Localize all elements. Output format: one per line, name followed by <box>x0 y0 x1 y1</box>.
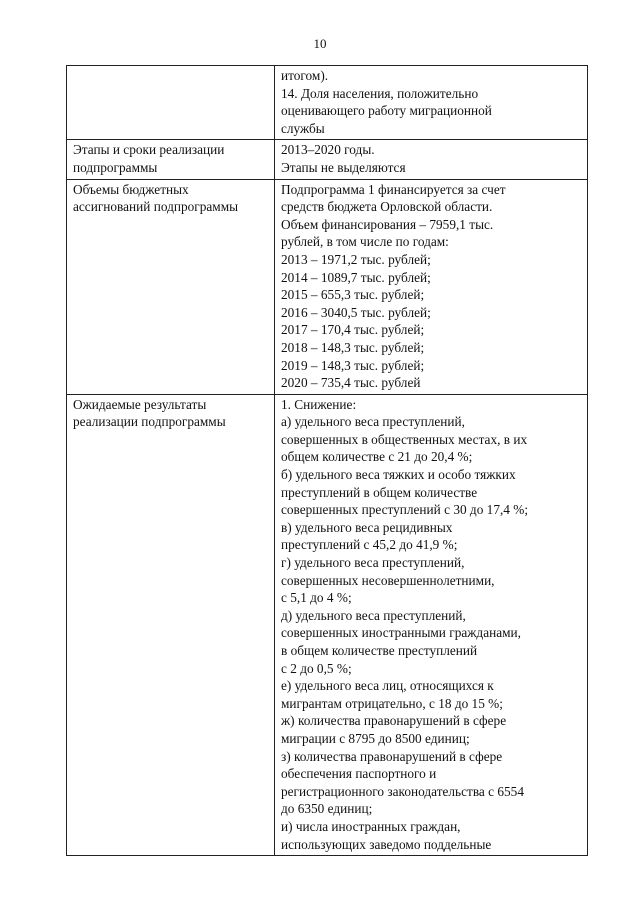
text-line: г) удельного веса преступлений, <box>281 555 465 571</box>
text-line: с 5,1 до 4 %; <box>281 590 352 606</box>
text-line: 2017 – 170,4 тыс. рублей; <box>281 322 425 338</box>
text-line: 2016 – 3040,5 тыс. рублей; <box>281 304 431 320</box>
text-line: регистрационного законодательства с 6554 <box>281 783 524 799</box>
page-number: 10 <box>313 36 327 51</box>
text-line: б) удельного веса тяжких и особо тяжких <box>281 467 516 483</box>
label-line: Ожидаемые результаты <box>73 396 207 412</box>
text-line: преступлений в общем количестве <box>281 484 478 500</box>
text-line: мигрантам отрицательно, с 18 до 15 %; <box>281 695 503 711</box>
text-line: в) удельного веса рецидивных <box>281 519 453 535</box>
text-line: 2013 – 1971,2 тыс. рублей; <box>281 251 431 267</box>
text-line: 1. Снижение: <box>281 396 357 412</box>
row-content-cell <box>275 179 588 394</box>
text-line: 14. Доля населения, положительно <box>281 85 479 101</box>
text-line: в общем количестве преступлений <box>281 643 478 658</box>
label-line: Этапы и сроки реализации <box>73 142 225 158</box>
text-line: совершенных преступлений с 30 до 17,4 %; <box>281 502 529 518</box>
table-row <box>67 140 588 179</box>
row-label-cell <box>67 66 275 140</box>
text-line: преступлений с 45,2 до 41,9 %; <box>281 537 458 553</box>
row-content-cell <box>275 140 588 179</box>
text-line: е) удельного веса лиц, относящихся к <box>281 678 494 694</box>
row-content-cell <box>275 394 588 855</box>
text-line: 2019 – 148,3 тыс. рублей; <box>281 357 425 373</box>
table-row <box>67 66 588 140</box>
text-line: до 6350 единиц; <box>281 801 373 817</box>
text-line: 2014 – 1089,7 тыс. рублей; <box>281 269 431 285</box>
text-line: совершенных несовершеннолетними, <box>281 572 495 588</box>
text-line: использующих заведомо поддельные <box>281 836 492 852</box>
text-line: обеспечения паспортного и <box>281 766 437 782</box>
text-line: 2018 – 148,3 тыс. рублей; <box>281 339 425 355</box>
table-row <box>67 179 588 394</box>
text-line: а) удельного веса преступлений, <box>281 414 465 430</box>
text-line: Объем финансирования – 7959,1 тыс. <box>281 216 494 232</box>
row-content-cell <box>275 66 588 140</box>
text-line: 2020 – 735,4 тыс. рублей <box>281 375 421 391</box>
text-line: совершенных в общественных местах, в их <box>281 431 528 447</box>
label-line: ассигнований подпрограммы <box>73 199 239 215</box>
text-line: общем количестве с 21 до 20,4 %; <box>281 449 473 465</box>
text-line: совершенных иностранными гражданами, <box>281 625 521 641</box>
text-line: 2013–2020 годы. <box>281 142 375 158</box>
label-line: подпрограммы <box>73 159 158 175</box>
text-line: и) числа иностранных граждан, <box>281 818 461 834</box>
text-line: з) количества правонарушений в сфере <box>281 748 503 764</box>
text-line: оценивающего работу миграционной <box>281 103 492 119</box>
text-line: средств бюджета Орловской области. <box>281 199 493 215</box>
text-line: 2015 – 655,3 тыс. рублей; <box>281 287 425 303</box>
text-line: д) удельного веса преступлений, <box>281 607 466 623</box>
text-line: рублей, в том числе по годам: <box>281 234 449 250</box>
row-label-cell <box>67 140 275 179</box>
row-label-cell <box>67 394 275 855</box>
label-line: Объемы бюджетных <box>73 181 189 197</box>
text-line: ж) количества правонарушений в сфере <box>281 713 507 729</box>
text-line: Подпрограмма 1 финансируется за счет <box>281 181 506 197</box>
text-line: с 2 до 0,5 %; <box>281 660 352 676</box>
text-line: службы <box>281 120 325 136</box>
label-line: реализации подпрограммы <box>73 414 226 430</box>
text-line: итогом). <box>281 68 329 83</box>
program-passport-table <box>66 65 588 856</box>
row-label-cell <box>67 179 275 394</box>
text-line: миграции с 8795 до 8500 единиц; <box>281 730 470 746</box>
text-line: Этапы не выделяются <box>281 159 406 175</box>
table-row <box>67 394 588 855</box>
